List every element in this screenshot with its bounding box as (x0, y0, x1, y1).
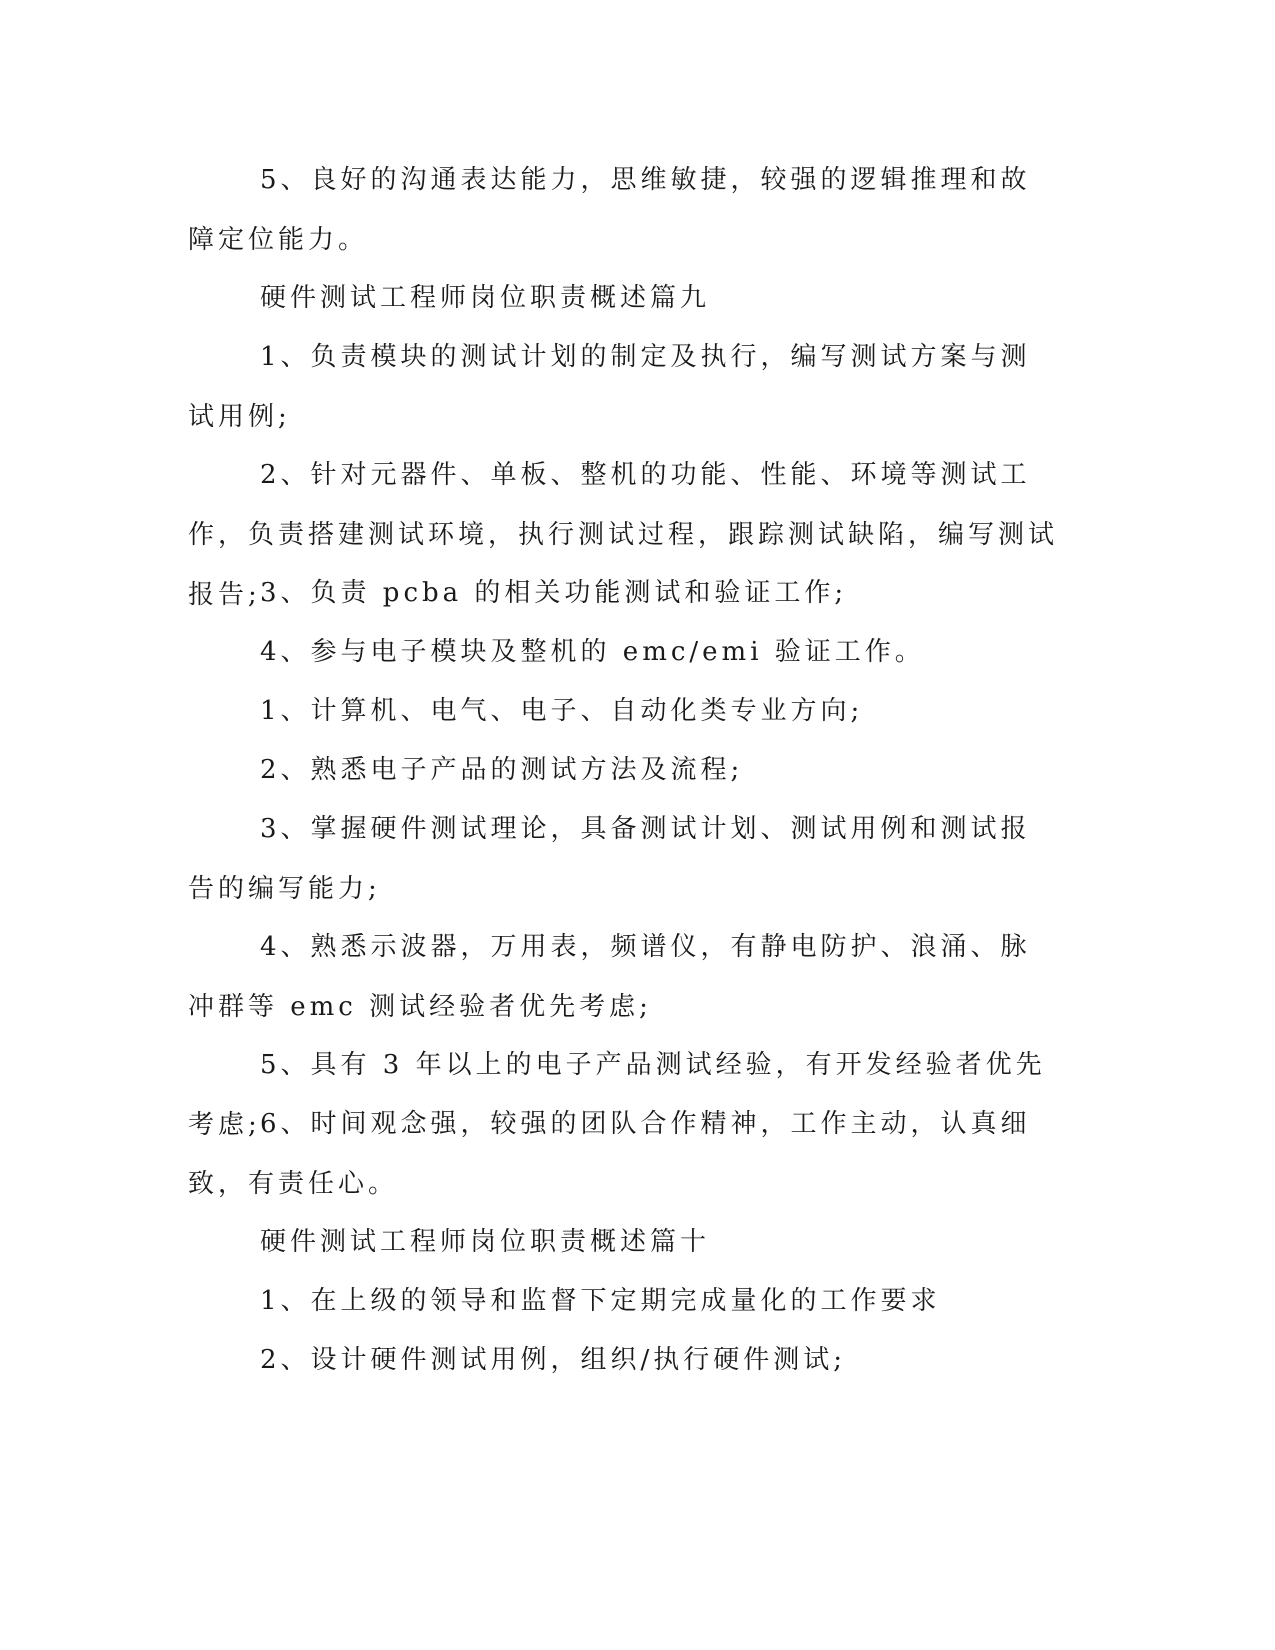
paragraph-part-ten-duty-1: 1、在上级的领导和监督下定期完成量化的工作要求 (260, 1286, 941, 1316)
section-heading-part-nine: 硬件测试工程师岗位职责概述篇九 (260, 283, 711, 313)
paragraph-requirement-5: 5、具有 3 年以上的电子产品测试经验，有开发经验者优先考虑; (188, 1050, 1046, 1140)
paragraph-requirement-3: 3、掌握硬件测试理论，具备测试计划、测试用例和测试报告的编写能力; (188, 814, 1031, 904)
paragraph-part-ten-duty-2: 2、设计硬件测试用例，组织/执行硬件测试; (260, 1345, 847, 1375)
paragraph-requirement-1: 1、计算机、电气、电子、自动化类专业方向; (260, 696, 864, 726)
paragraph-requirement-4: 4、熟悉示波器，万用表，频谱仪，有静电防护、浪涌、脉冲群等 emc 测试经验者优先考虑; (188, 932, 1031, 1022)
paragraph-duty-1: 1、负责模块的测试计划的制定及执行，编写测试方案与测试用例; (188, 342, 1031, 432)
paragraph-requirement-2: 2、熟悉电子产品的测试方法及流程; (260, 755, 744, 785)
paragraph-duty-3: 3、负责 pcba 的相关功能测试和验证工作; (260, 578, 848, 608)
paragraph-duty-4: 4、参与电子模块及整机的 emc/emi 验证工作。 (260, 637, 925, 667)
section-heading-part-ten: 硬件测试工程师岗位职责概述篇十 (260, 1227, 711, 1257)
paragraph-communication-skills: 5、良好的沟通表达能力，思维敏捷，较强的逻辑推理和故障定位能力。 (188, 165, 1031, 255)
paragraph-requirement-6: 6、时间观念强，较强的团队合作精神，工作主动，认真细致，有责任心。 (188, 1109, 1031, 1199)
paragraph-duty-2: 2、针对元器件、单板、整机的功能、性能、环境等测试工作，负责搭建测试环境，执行测试过程，跟踪测试缺陷，编写测试报告; (188, 460, 1059, 610)
